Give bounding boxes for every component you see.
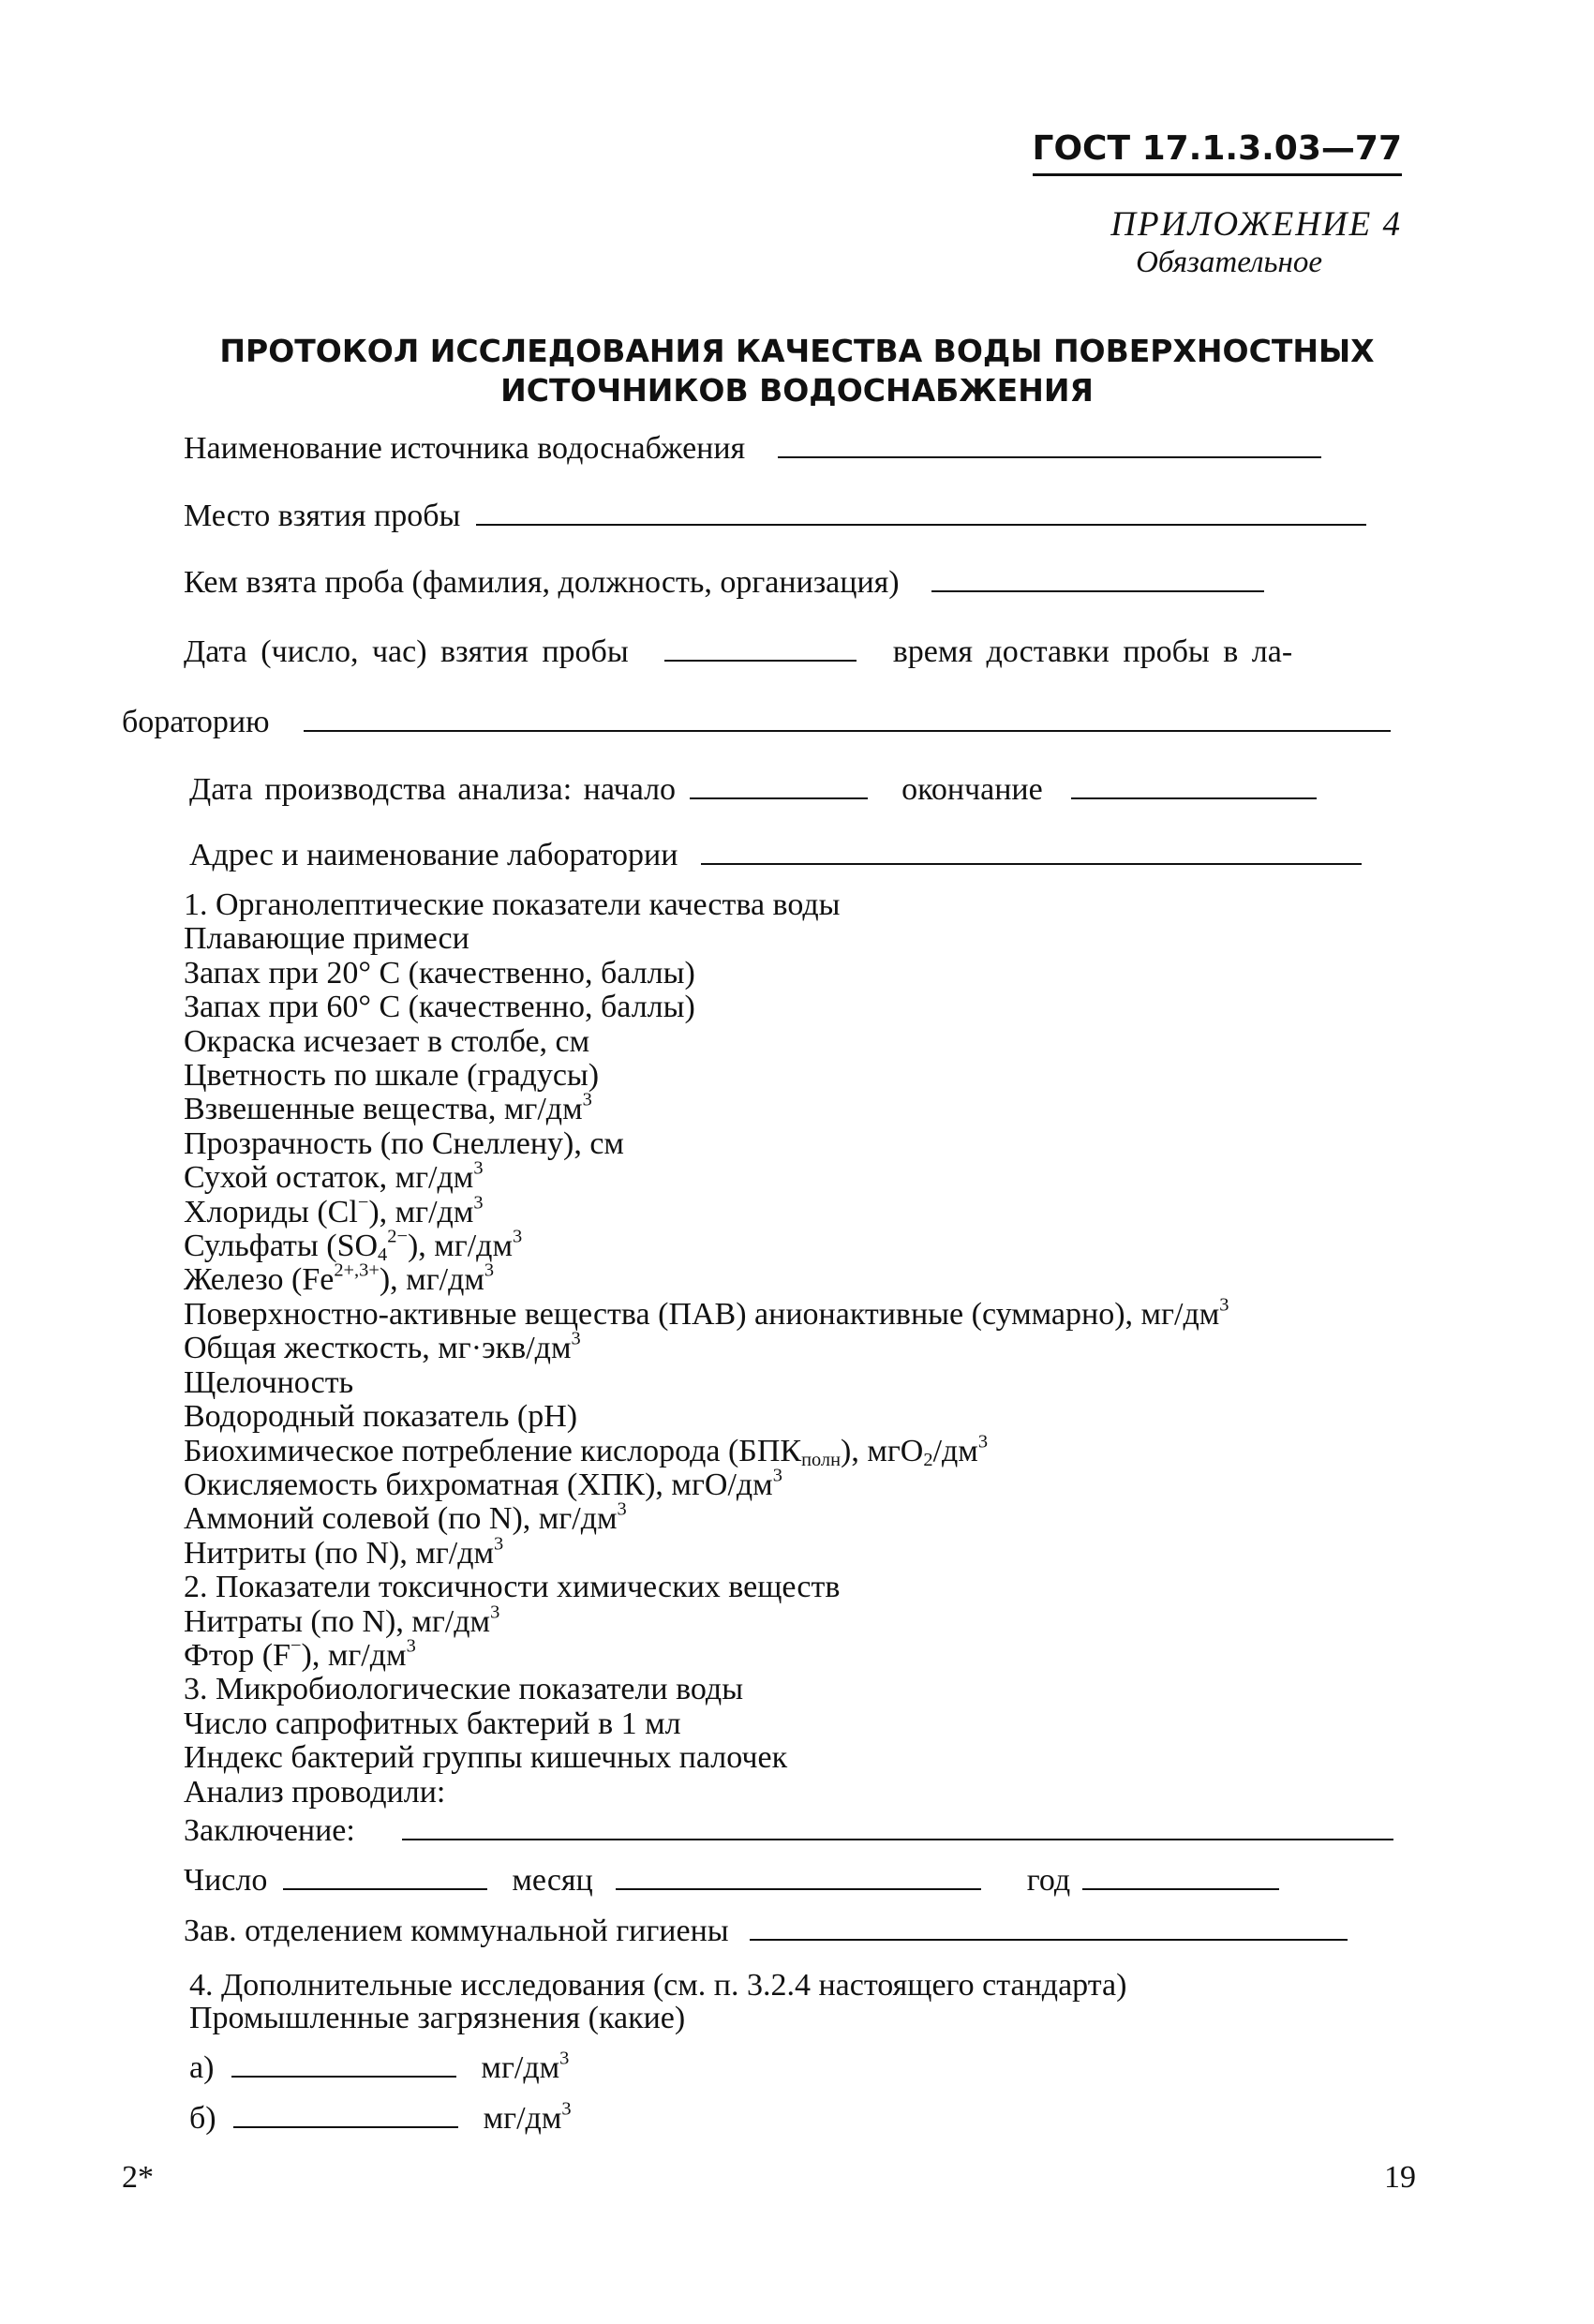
conclusion-field: [184, 1813, 1393, 1849]
pollutant-b-unit: мг/дм: [483, 2101, 562, 2136]
list-item: Взвешенные вещества, $мг/дм^3$: [184, 1090, 592, 1127]
list-item: Биохимическое потребление кислорода $(БПК_{полн})$, $мгO_2/дм^3$: [184, 1431, 989, 1470]
list-item: Поверхностно-активные вещества (ПАВ) анионактивные (суммарно), $мг/дм^3$: [184, 1294, 1229, 1332]
list-item: Аммоний солевой (по N), $мг/дм^3$: [184, 1499, 627, 1537]
list-item: Водородный показатель (pH): [184, 1399, 578, 1435]
indicators-list: [184, 888, 1229, 1810]
month-line[interactable]: [616, 1888, 981, 1890]
analysis-start-label: Дата производства анализа: начало: [189, 772, 677, 807]
list-item: Сухой остаток, $мг/дм^3$: [184, 1157, 484, 1196]
list-item: Запах при 20° С (качественно, баллы): [184, 955, 695, 991]
pollutant-a-field: а) $мг/дм^3$: [189, 2048, 570, 2085]
analysis-end-label: окончание: [901, 772, 1043, 807]
sampling-place-field: [184, 499, 1366, 534]
list-item: 3. Микробиологические показатели воды: [184, 1672, 744, 1707]
page-title-line-1: ПРОТОКОЛ ИССЛЕДОВАНИЯ КАЧЕСТВА ВОДЫ ПОВЕРХНОСТНЫХ: [219, 333, 1375, 369]
list-item: Запах при 60° С (качественно, баллы): [184, 990, 695, 1025]
appendix-note: Обязательное: [1136, 246, 1322, 279]
list-item: Анализ проводили:: [184, 1774, 446, 1810]
month-label: месяц: [512, 1863, 593, 1898]
page-title-line-2: ИСТОЧНИКОВ ВОДОСНАБЖЕНИЯ: [500, 372, 1094, 409]
day-line[interactable]: [283, 1888, 487, 1890]
delivery-time-line[interactable]: [304, 730, 1391, 732]
list-item: Сульфаты $(SO_4^{2-})$, $мг/дм^3$: [184, 1226, 523, 1266]
additional-heading: 4. Дополнительные исследования (см. п. 3.2.4 настоящего стандарта): [189, 1968, 1127, 2003]
list-item: Прозрачность (по Снеллену), см: [184, 1125, 624, 1161]
lab-address-field: [189, 838, 1362, 873]
signature-mark: 2*: [122, 2160, 154, 2195]
sampling-place-label: Место взятия пробы: [184, 499, 461, 533]
conclusion-line[interactable]: [402, 1839, 1393, 1840]
head-signature-field: [184, 1914, 1348, 1949]
lab-address-line[interactable]: [701, 863, 1362, 865]
appendix-label: ПРИЛОЖЕНИЕ 4: [1110, 205, 1402, 244]
source-name-label: Наименование источника водоснабжения: [184, 431, 746, 466]
pollutant-a-unit: мг/дм: [481, 2050, 560, 2085]
pollutant-b-field: б) $мг/дм^3$: [189, 2098, 572, 2136]
list-item: Фтор (F−), $мг/дм^3$: [184, 1635, 416, 1673]
pollutant-b-label: б): [189, 2101, 216, 2136]
year-label: год: [1026, 1863, 1071, 1898]
date-field: [184, 1863, 1279, 1899]
list-item: Нитраты (по N), $мг/дм^3$: [184, 1601, 500, 1639]
sampled-by-label: Кем взята проба (фамилия, должность, организация): [184, 565, 900, 600]
lab-address-label: Адрес и наименование лаборатории: [189, 838, 678, 872]
list-item: Общая жесткость, $мг\cdot экв/дм^3$: [184, 1329, 581, 1366]
pollutant-b-line[interactable]: [233, 2126, 458, 2128]
delivery-time-label-cont: бораторию: [122, 705, 270, 739]
analysis-end-line[interactable]: [1071, 797, 1317, 799]
list-item: 1. Органолептические показатели качества воды: [184, 887, 841, 922]
sampled-by-field: [184, 565, 1264, 601]
conclusion-label: Заключение:: [184, 1813, 355, 1848]
sampling-date-label: Дата (число, час) взятия пробы: [184, 634, 629, 669]
list-item: Цветность по шкале (градусы): [184, 1058, 600, 1094]
source-name-field: [184, 431, 1321, 467]
delivery-time-field: [122, 705, 1391, 740]
source-name-line[interactable]: [778, 456, 1321, 458]
delivery-time-label: время доставки пробы в ла-: [892, 634, 1293, 669]
analysis-date-field: [189, 772, 1317, 808]
page-number: 19: [1384, 2160, 1416, 2195]
head-signature-line[interactable]: [750, 1939, 1348, 1941]
day-label: Число: [184, 1863, 268, 1898]
list-item: Нитриты (по N), $мг/дм^3$: [184, 1533, 504, 1571]
pollutant-a-label: а): [189, 2050, 215, 2085]
head-label: Зав. отделением коммунальной гигиены: [184, 1914, 729, 1948]
pollutant-a-line[interactable]: [231, 2076, 456, 2078]
analysis-start-line[interactable]: [690, 797, 868, 799]
list-item: 2. Показатели токсичности химических веществ: [184, 1570, 841, 1605]
list-item: Число сапрофитных бактерий в 1 мл: [184, 1706, 681, 1741]
list-item: Плавающие примеси: [184, 921, 469, 957]
list-item: Окисляемость бихроматная (ХПК), мгO/$дм^3$: [184, 1465, 782, 1502]
industrial-label: Промышленные загрязнения (какие): [189, 2001, 686, 2035]
list-item: Окраска исчезает в столбе, см: [184, 1023, 590, 1059]
list-item: Щелочность: [184, 1364, 354, 1400]
document-code: ГОСТ 17.1.3.03—77: [1033, 129, 1402, 176]
sampling-date-line[interactable]: [664, 660, 857, 662]
list-item: Хлориды (Cl−), $мг/дм^3$: [184, 1192, 484, 1229]
sampling-place-line[interactable]: [476, 524, 1366, 526]
list-item: Индекс бактерий группы кишечных палочек: [184, 1740, 788, 1776]
sampling-date-field: [184, 634, 1292, 670]
sampled-by-line[interactable]: [931, 590, 1264, 592]
list-item: Железо $(Fe^{2+,3+})$, $мг/дм^3$: [184, 1260, 495, 1298]
year-line[interactable]: [1082, 1888, 1279, 1890]
